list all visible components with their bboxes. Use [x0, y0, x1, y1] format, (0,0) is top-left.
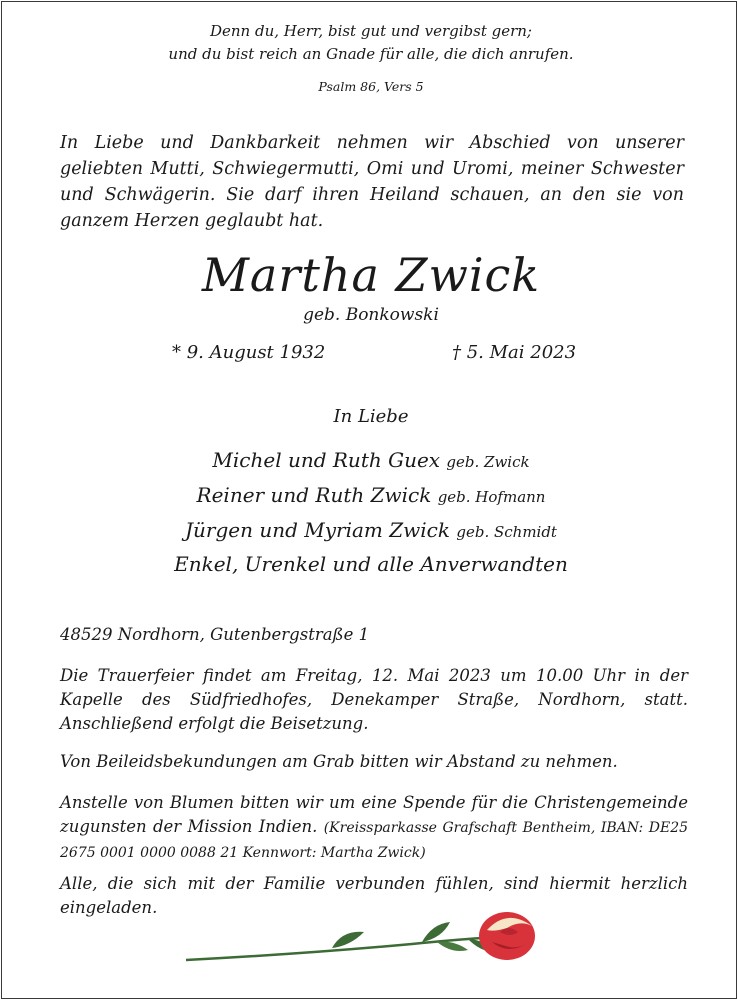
birth-date: * 9. August 1932 — [172, 342, 326, 363]
invitation: Alle, die sich mit der Familie verbunden fühlen, sind hiermit herzlich eingeladen. — [60, 874, 688, 917]
mourner-line — [2, 483, 738, 507]
mourner-maiden: geb. Hofmann — [437, 488, 546, 506]
obituary-card — [1, 1, 737, 999]
address: 48529 Nordhorn, Gutenbergstraße 1 — [60, 625, 370, 644]
mourner-line — [2, 552, 738, 576]
quote-source: Psalm 86, Vers 5 — [318, 79, 424, 94]
mourner-names: Jürgen und Myriam Zwick — [185, 518, 450, 542]
deceased-name: Martha Zwick — [201, 248, 541, 302]
death-date: † 5. Mai 2023 — [452, 342, 577, 363]
mourner-line — [2, 448, 738, 472]
mourner-names: Michel und Ruth Guex — [212, 448, 441, 472]
bible-quote — [2, 20, 738, 66]
donation-note — [60, 791, 688, 865]
condolence-note: Von Beileidsbekundungen am Grab bitten wir Abstand zu nehmen. — [60, 752, 618, 771]
bank-details: (Kreissparkasse Grafschaft Bentheim, IBAN: DE25 2675 0001 0000 0088 21 Kennwort: Martha Zwick) — [60, 820, 689, 861]
ceremony-details: Die Trauerfeier findet am Freitag, 12. Mai 2023 um 10.00 Uhr in der Kapelle des Südfriedhofes, Denekamper Straße, Nordhorn, statt. Anschließend erfolgt die Beisetzung. — [60, 666, 688, 733]
intro-text: In Liebe und Dankbarkeit nehmen wir Abschied von unserer geliebten Mutti, Schwiegermutti, Omi und Uromi, meiner Schwester und Schwägerin. Sie darf ihren Heiland schauen, an den sie von ganzem Herzen geglaubt hat. — [60, 133, 684, 231]
mourner-maiden: geb. Schmidt — [456, 523, 557, 541]
mourner-maiden: geb. Zwick — [446, 453, 530, 471]
quote-line-2: und du bist reich an Gnade für alle, die dich anrufen. — [168, 45, 574, 63]
mourners-heading: In Liebe — [333, 406, 409, 427]
mourner-line — [2, 518, 738, 542]
rose-icon — [182, 902, 542, 988]
mourner-names: Reiner und Ruth Zwick — [196, 483, 432, 507]
donation-text: Anstelle von Blumen bitten wir um eine Spende für die Christengemeinde zugunsten der Mission Indien. — [60, 793, 688, 836]
quote-line-1: Denn du, Herr, bist gut und vergibst gern; — [209, 22, 532, 40]
maiden-name: geb. Bonkowski — [303, 305, 439, 325]
mourner-names: Enkel, Urenkel und alle Anverwandten — [174, 552, 568, 576]
